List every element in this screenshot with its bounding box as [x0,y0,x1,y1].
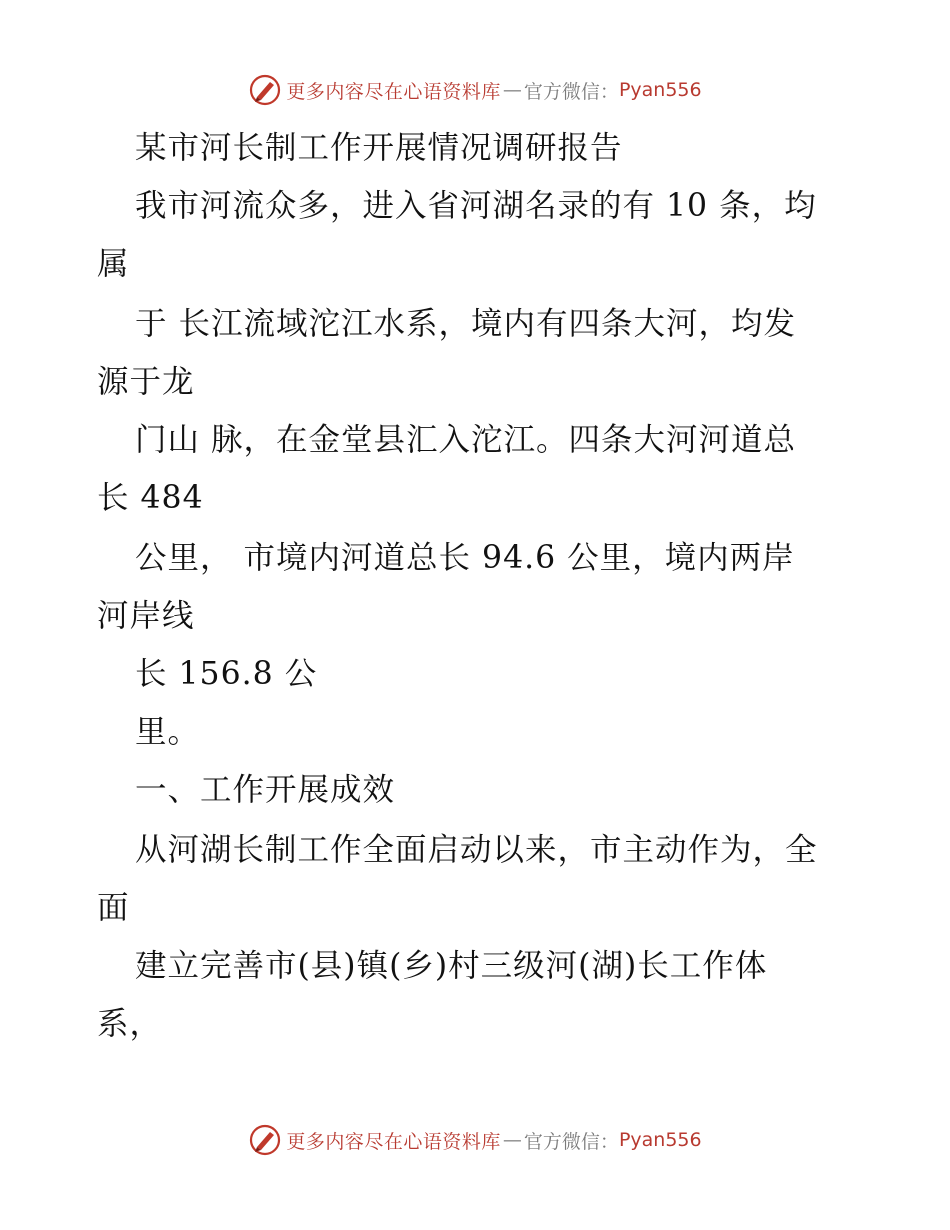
paragraph-line: 属 [97,246,130,282]
watermark-label: 官方微信： [523,80,619,103]
paragraph-line: 从河湖长制工作全面启动以来，市主动作为，全 [135,832,818,868]
header-watermark [0,70,950,110]
document-title: 某市河长制工作开展情况调研报告 [135,130,623,166]
watermark-account: Pyan556 [618,79,702,101]
paragraph-line: 面 [97,890,130,926]
paragraph-line: 我市河流众多，进入省河湖名录的有 10 条，均 [135,188,817,224]
watermark-dash: — [502,1129,522,1151]
pen-logo-icon [248,1123,282,1157]
paragraph-line: 里。 [135,714,201,750]
paragraph-line: 于 长江流域沱江水系，境内有四条大河，均发 [135,306,797,342]
paragraph-line: 门山 脉，在金堂县汇入沱江。四条大河河道总 [135,422,797,458]
watermark-dash: — [502,79,522,101]
watermark-account: Pyan556 [618,1129,702,1151]
section-heading: 一、工作开展成效 [135,772,396,808]
paragraph-line: 长 156.8 公 [135,656,318,692]
paragraph-line: 源于龙 [97,364,195,400]
paragraph-line: 系， [97,1006,163,1042]
footer-watermark [0,1120,950,1160]
watermark-label: 官方微信： [523,1130,619,1153]
watermark-main-text: 更多内容尽在心语资料库 [286,80,501,103]
pen-logo-icon [248,73,282,107]
paragraph-line: 建立完善市(县)镇(乡)村三级河(湖)长工作体 [135,948,768,984]
paragraph-line: 长 484 [97,480,204,516]
watermark-main-text: 更多内容尽在心语资料库 [286,1130,501,1153]
paragraph-line: 公里， 市境内河道总长 94.6 公里，境内两岸 [135,540,795,576]
paragraph-line: 河岸线 [97,598,195,634]
